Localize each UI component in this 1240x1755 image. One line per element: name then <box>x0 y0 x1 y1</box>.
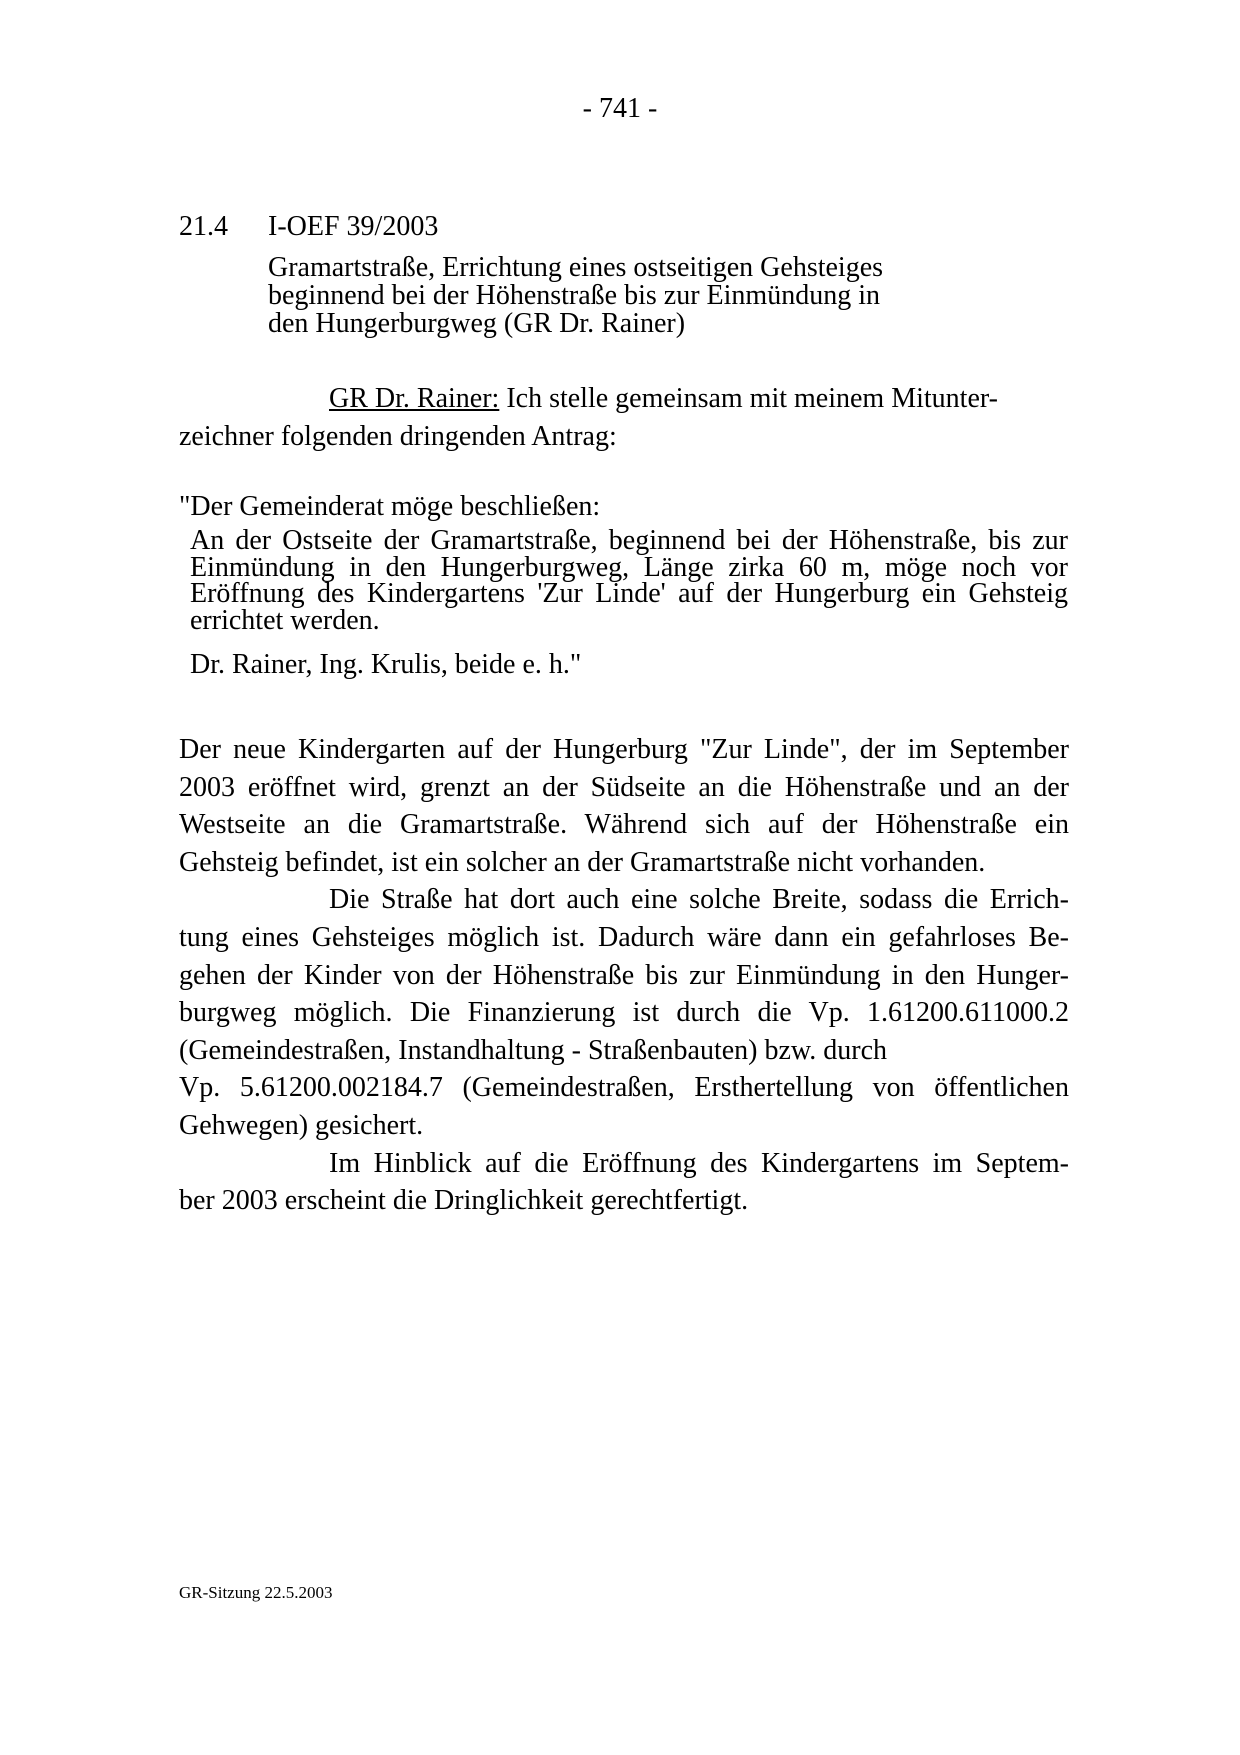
agenda-item-title-line: Gramartstraße, Errichtung eines ostseitigen Gehsteiges <box>268 252 884 283</box>
page-number: - 741 - <box>582 93 658 124</box>
body-line: Gehwegen) gesichert. <box>179 1109 424 1141</box>
motion-signers: Dr. Rainer, Ing. Krulis, beide e. h." <box>190 649 582 680</box>
body-line: Gehsteig befindet, ist ein solcher an der Gramartstraße nicht vorhanden. <box>179 846 986 878</box>
justification-text <box>179 731 1069 1220</box>
body-line: ber 2003 erscheint die Dringlichkeit gerechtfertigt. <box>179 1185 749 1217</box>
body-line: Im Hinblick auf die Eröffnung des Kindergartens im Septem- <box>329 1147 1069 1179</box>
speaker-text: zeichner folgenden dringenden Antrag: <box>179 421 617 452</box>
page-footer: GR-Sitzung 22.5.2003 <box>179 1583 333 1602</box>
speaker-text: Ich stelle gemeinsam mit meinem Mitunter- <box>499 383 998 414</box>
agenda-item-title <box>268 254 988 338</box>
agenda-item-heading <box>179 210 438 244</box>
motion-line: An der Ostseite der Gramartstraße, beginnend bei der Höhenstraße, bis zur <box>190 525 1068 556</box>
body-line: Der neue Kindergarten auf der Hungerburg "Zur Linde", der im September <box>179 734 1069 765</box>
agenda-item-number: 21.4 <box>179 211 228 242</box>
body-line: Vp. 5.61200.002184.7 (Gemeindestraßen, Ersthertellung von öffentlichen <box>179 1072 1069 1104</box>
body-line: burgweg möglich. Die Finanzierung ist durch die Vp. 1.61200.611000.2 <box>179 997 1069 1029</box>
motion-line: Eröffnung des Kindergartens 'Zur Linde' auf der Hungerburg ein Gehsteig <box>190 578 1068 609</box>
body-line: 2003 eröffnet wird, grenzt an der Südseite an die Höhenstraße und an der <box>179 771 1069 803</box>
speaker-paragraph <box>179 380 1069 456</box>
body-line: Westseite an die Gramartstraße. Während sich auf der Höhenstraße ein <box>179 809 1069 841</box>
speaker-name: GR Dr. Rainer: <box>329 383 500 414</box>
motion-text <box>190 525 1068 636</box>
body-line: tung eines Gehsteiges möglich ist. Dadurch wäre dann ein gefahrloses Be- <box>179 921 1069 953</box>
body-line: (Gemeindestraßen, Instandhaltung - Straßenbauten) bzw. durch <box>179 1034 888 1066</box>
motion-line: Einmündung in den Hungerburgweg, Länge zirka 60 m, möge noch vor <box>190 551 1068 583</box>
body-line: gehen der Kinder von der Höhenstraße bis zur Einmündung in den Hunger- <box>179 959 1069 991</box>
motion-line: errichtet werden. <box>190 604 380 636</box>
motion-intro: "Der Gemeinderat möge beschließen: <box>179 491 601 522</box>
agenda-item-title-line: beginnend bei der Höhenstraße bis zur Einmündung in <box>268 280 880 311</box>
agenda-item-title-line: den Hungerburgweg (GR Dr. Rainer) <box>268 308 686 339</box>
body-line: Die Straße hat dort auch eine solche Breite, sodass die Errich- <box>329 884 1069 916</box>
agenda-item-reference: I-OEF 39/2003 <box>268 211 439 242</box>
